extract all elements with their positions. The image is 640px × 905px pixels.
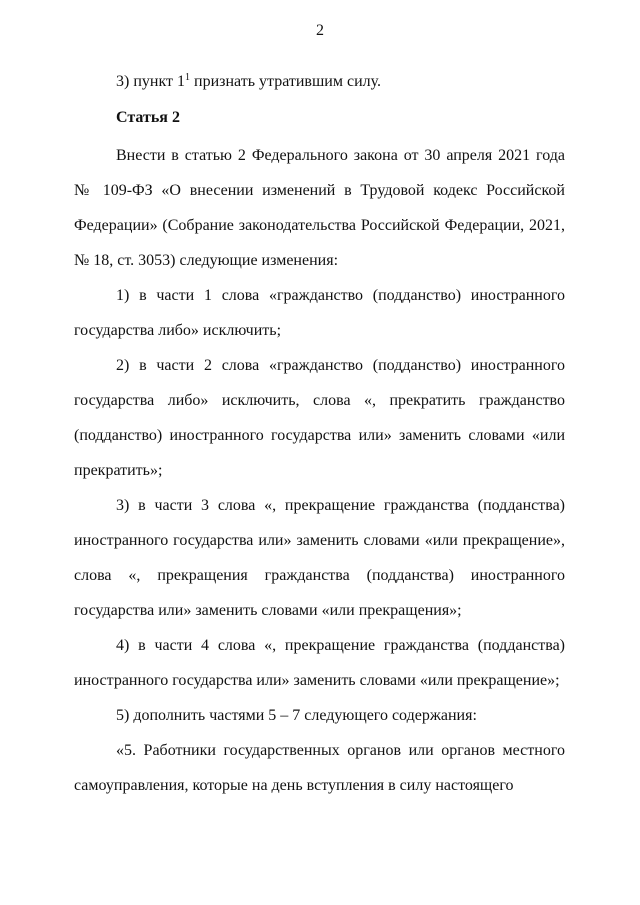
item-5-paragraph: 5) дополнить частями 5 – 7 следующего содержания: <box>116 707 477 724</box>
item-1-paragraph: 1) в части 1 слова «гражданство (подданство) иностранного государства либо» исключить; <box>74 287 565 339</box>
page-number: 2 <box>316 22 324 39</box>
intro-paragraph: Внести в статью 2 Федерального закона от 30 апреля 2021 года № 109-ФЗ «О внесении изменений в Трудовой кодекс Российской Федерации» (Собрание законодательства Российской Федерации, 2021, № 18, ст. 3053) следующие изменения: <box>74 147 565 269</box>
item-2-paragraph: 2) в части 2 слова «гражданство (подданство) иностранного государства либо» исключить, слова «, прекратить гражданство (подданство) иностранного государства или» заменить словами «или прекратить»; <box>74 357 565 479</box>
item-3-suffix: признать утратившим силу. <box>190 73 382 90</box>
item-3-prefix: 3) пункт 1 <box>116 73 186 90</box>
article-heading: Статья 2 <box>116 109 180 126</box>
item-3-paragraph <box>74 64 565 99</box>
item-4-paragraph: 4) в части 4 слова «, прекращение гражданства (подданства) иностранного государства или» заменить словами «или прекращение»; <box>74 637 565 689</box>
item-3-superscript: 1 <box>185 72 191 83</box>
quoted-part-5-paragraph: «5. Работники государственных органов или органов местного самоуправления, которые на день вступления в силу настоящего <box>74 742 565 794</box>
item-3-change-paragraph: 3) в части 3 слова «, прекращение гражданства (подданства) иностранного государства или» заменить словами «или прекращение», слова «, прекращения гражданства (подданства) иностранного государства или» заменить словами «или прекращения»; <box>74 497 565 619</box>
